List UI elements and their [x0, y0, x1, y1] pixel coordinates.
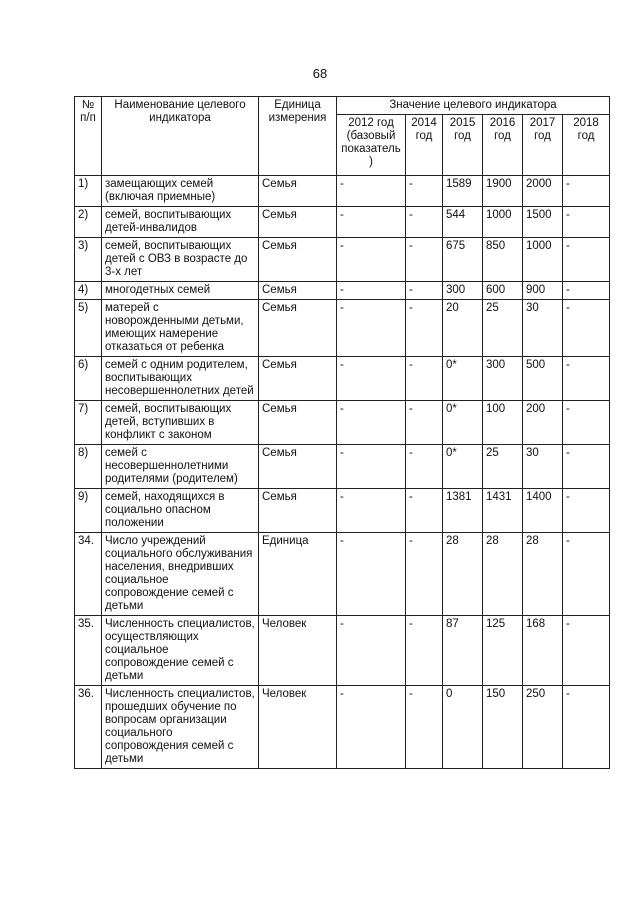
cell-unit: Семья: [259, 357, 337, 401]
cell-unit: Семья: [259, 282, 337, 300]
table-row: [75, 238, 610, 282]
cell-v2014: -: [406, 489, 443, 533]
cell-name: семей с одним родителем, воспитывающих несовершеннолетних детей: [102, 357, 259, 401]
cell-num: 4): [75, 282, 102, 300]
cell-v2016: 100: [483, 401, 523, 445]
cell-num: 35.: [75, 616, 102, 686]
cell-v2015: 87: [443, 616, 483, 686]
cell-v2018: -: [563, 282, 610, 300]
cell-num: 1): [75, 176, 102, 207]
header-row: [75, 97, 610, 115]
cell-v2014: -: [406, 686, 443, 769]
cell-v2012: -: [337, 238, 406, 282]
cell-v2017: 28: [523, 533, 563, 616]
cell-v2012: -: [337, 300, 406, 357]
table-row: [75, 489, 610, 533]
cell-v2018: -: [563, 489, 610, 533]
cell-v2017: 30: [523, 445, 563, 489]
header-year-2017: 2017 год: [523, 115, 563, 176]
cell-unit: Семья: [259, 445, 337, 489]
table-row: [75, 300, 610, 357]
cell-num: 7): [75, 401, 102, 445]
table-row: [75, 533, 610, 616]
cell-v2018: -: [563, 533, 610, 616]
header-values-group: Значение целевого индикатора: [337, 97, 610, 115]
cell-v2016: 150: [483, 686, 523, 769]
cell-v2016: 25: [483, 300, 523, 357]
table-body: [75, 176, 610, 769]
cell-v2015: 300: [443, 282, 483, 300]
cell-name: Численность специалистов, прошедших обучение по вопросам организации социального сопровождения семей с детьми: [102, 686, 259, 769]
cell-v2017: 200: [523, 401, 563, 445]
cell-v2016: 125: [483, 616, 523, 686]
cell-name: семей с несовершеннолетними родителями (родителем): [102, 445, 259, 489]
cell-num: 9): [75, 489, 102, 533]
cell-v2018: -: [563, 401, 610, 445]
header-year-2012: 2012 год (базовый показатель): [337, 115, 406, 176]
header-year-2014: 2014 год: [406, 115, 443, 176]
cell-name: семей, воспитывающих детей с ОВЗ в возрасте до 3-х лет: [102, 238, 259, 282]
table-row: [75, 207, 610, 238]
cell-v2016: 600: [483, 282, 523, 300]
cell-v2015: 675: [443, 238, 483, 282]
cell-v2014: -: [406, 533, 443, 616]
cell-v2018: -: [563, 445, 610, 489]
cell-v2014: -: [406, 238, 443, 282]
cell-v2012: -: [337, 357, 406, 401]
cell-v2014: -: [406, 401, 443, 445]
cell-unit: Семья: [259, 176, 337, 207]
cell-v2018: -: [563, 616, 610, 686]
cell-v2016: 300: [483, 357, 523, 401]
cell-v2014: -: [406, 207, 443, 238]
cell-num: 34.: [75, 533, 102, 616]
cell-unit: Семья: [259, 300, 337, 357]
cell-v2012: -: [337, 686, 406, 769]
header-unit: Единица измерения: [259, 97, 337, 176]
cell-v2018: -: [563, 176, 610, 207]
cell-v2012: -: [337, 489, 406, 533]
cell-num: 5): [75, 300, 102, 357]
cell-name: матерей с новорожденными детьми, имеющих намерение отказаться от ребенка: [102, 300, 259, 357]
cell-v2014: -: [406, 300, 443, 357]
table-row: [75, 282, 610, 300]
cell-v2014: -: [406, 282, 443, 300]
target-indicators-table: [74, 96, 610, 769]
cell-num: 8): [75, 445, 102, 489]
cell-v2012: -: [337, 616, 406, 686]
cell-v2015: 20: [443, 300, 483, 357]
header-year-2018: 2018 год: [563, 115, 610, 176]
header-name: Наименование целевого индикатора: [102, 97, 259, 176]
cell-v2016: 25: [483, 445, 523, 489]
cell-v2015: 0: [443, 686, 483, 769]
table-row: [75, 616, 610, 686]
cell-v2014: -: [406, 176, 443, 207]
table-row: [75, 401, 610, 445]
page-number: 68: [312, 66, 328, 81]
cell-v2012: -: [337, 207, 406, 238]
cell-v2017: 168: [523, 616, 563, 686]
cell-v2016: 850: [483, 238, 523, 282]
cell-v2018: -: [563, 238, 610, 282]
cell-v2017: 1500: [523, 207, 563, 238]
cell-unit: Семья: [259, 401, 337, 445]
cell-num: 36.: [75, 686, 102, 769]
cell-v2012: -: [337, 176, 406, 207]
cell-name: Число учреждений социального обслуживания населения, внедривших социальное сопровождение семей с детьми: [102, 533, 259, 616]
cell-v2015: 1589: [443, 176, 483, 207]
cell-name: замещающих семей (включая приемные): [102, 176, 259, 207]
cell-v2017: 30: [523, 300, 563, 357]
cell-v2018: -: [563, 300, 610, 357]
cell-v2015: 28: [443, 533, 483, 616]
cell-unit: Единица: [259, 533, 337, 616]
cell-unit: Человек: [259, 686, 337, 769]
cell-v2017: 1000: [523, 238, 563, 282]
cell-v2016: 1431: [483, 489, 523, 533]
cell-unit: Семья: [259, 238, 337, 282]
cell-v2012: -: [337, 282, 406, 300]
cell-name: семей, воспитывающих детей-инвалидов: [102, 207, 259, 238]
cell-num: 2): [75, 207, 102, 238]
table-row: [75, 357, 610, 401]
header-year-2016: 2016 год: [483, 115, 523, 176]
cell-v2015: 0*: [443, 357, 483, 401]
table-row: [75, 445, 610, 489]
table-row: [75, 176, 610, 207]
cell-v2012: -: [337, 533, 406, 616]
cell-v2017: 1400: [523, 489, 563, 533]
cell-v2012: -: [337, 445, 406, 489]
cell-v2018: -: [563, 686, 610, 769]
cell-v2015: 544: [443, 207, 483, 238]
cell-v2015: 1381: [443, 489, 483, 533]
cell-v2014: -: [406, 616, 443, 686]
cell-unit: Семья: [259, 489, 337, 533]
cell-num: 6): [75, 357, 102, 401]
cell-v2016: 28: [483, 533, 523, 616]
cell-v2017: 2000: [523, 176, 563, 207]
cell-num: 3): [75, 238, 102, 282]
cell-name: многодетных семей: [102, 282, 259, 300]
cell-v2018: -: [563, 357, 610, 401]
header-year-2015: 2015 год: [443, 115, 483, 176]
cell-v2014: -: [406, 357, 443, 401]
cell-v2016: 1000: [483, 207, 523, 238]
cell-v2012: -: [337, 401, 406, 445]
cell-v2014: -: [406, 445, 443, 489]
cell-v2017: 250: [523, 686, 563, 769]
cell-v2015: 0*: [443, 445, 483, 489]
cell-name: семей, воспитывающих детей, вступивших в конфликт с законом: [102, 401, 259, 445]
cell-unit: Семья: [259, 207, 337, 238]
header-num: № п/п: [75, 97, 102, 176]
cell-v2017: 900: [523, 282, 563, 300]
table-row: [75, 686, 610, 769]
cell-name: Численность специалистов, осуществляющих социальное сопровождение семей с детьми: [102, 616, 259, 686]
cell-v2017: 500: [523, 357, 563, 401]
cell-v2018: -: [563, 207, 610, 238]
cell-unit: Человек: [259, 616, 337, 686]
cell-name: семей, находящихся в социально опасном положении: [102, 489, 259, 533]
cell-v2015: 0*: [443, 401, 483, 445]
cell-v2016: 1900: [483, 176, 523, 207]
